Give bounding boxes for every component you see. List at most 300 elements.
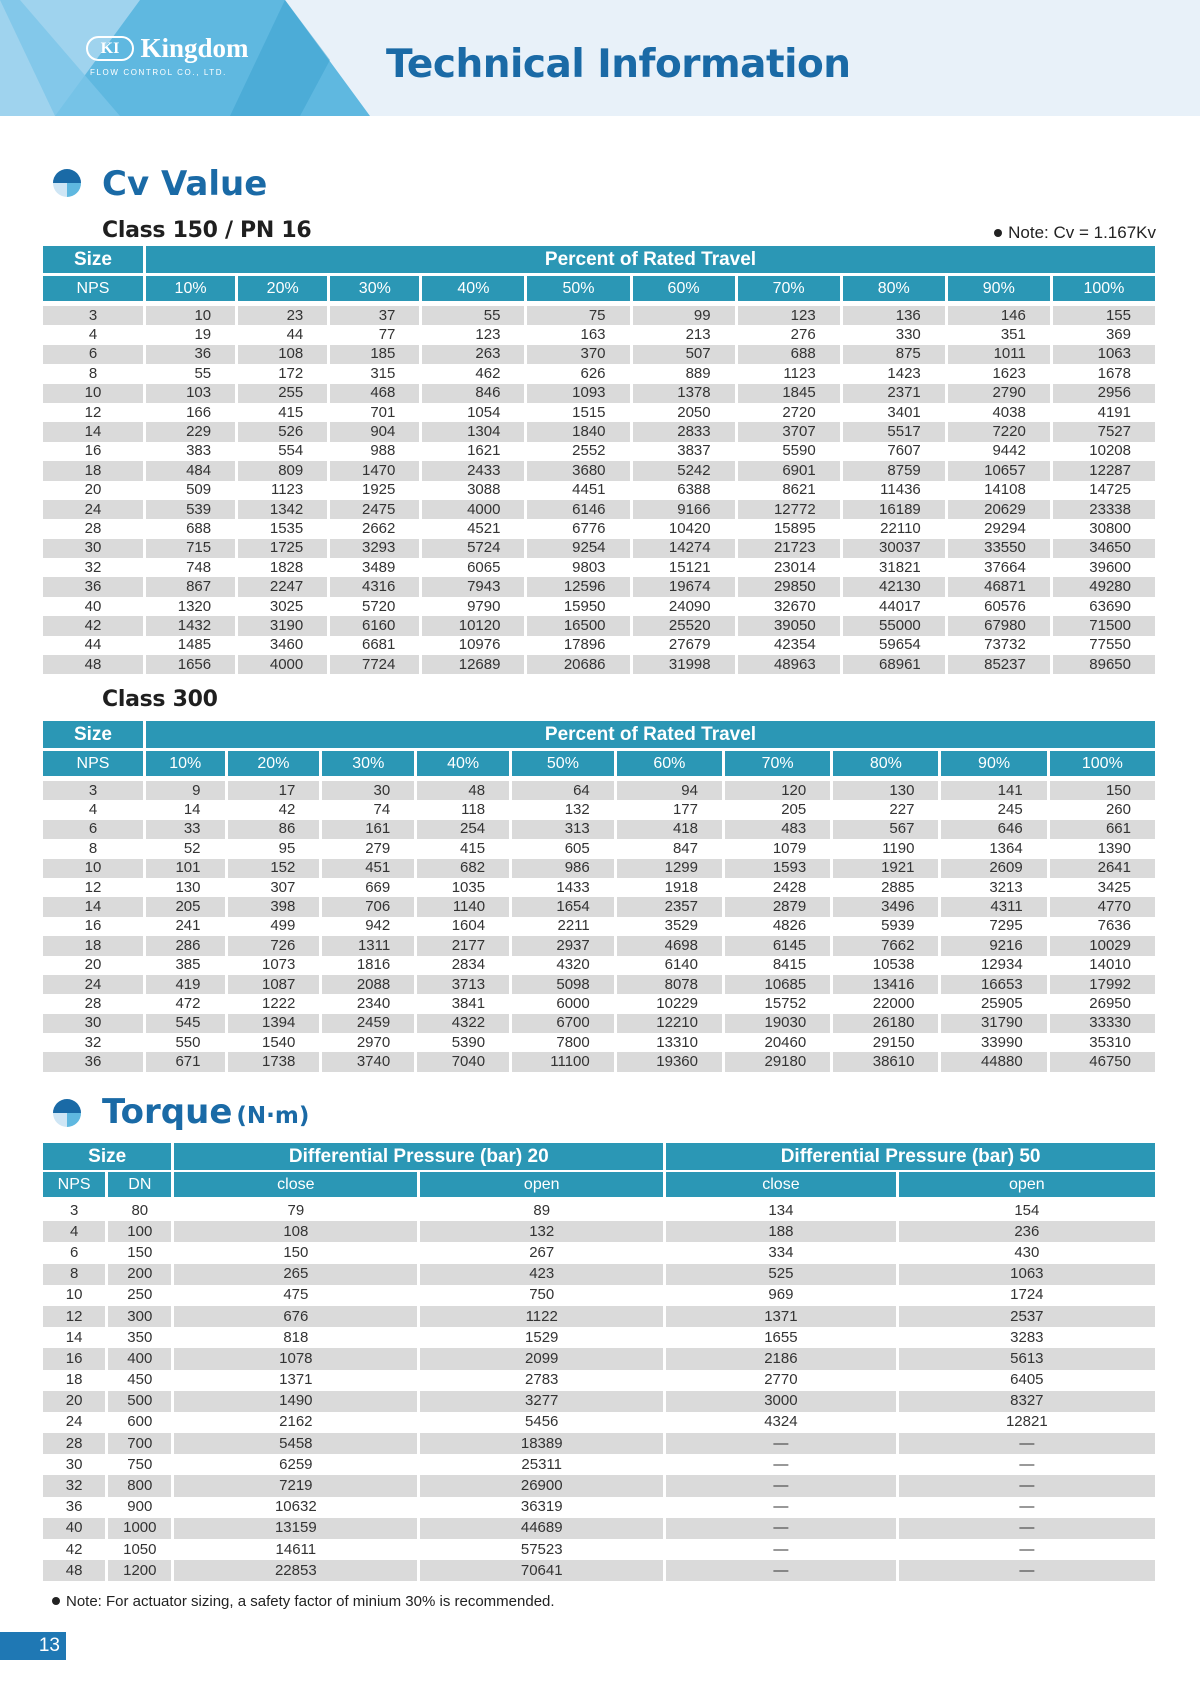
torque-cell: 134 bbox=[768, 1201, 794, 1219]
torque-cell: 22853 bbox=[174, 1560, 417, 1581]
cv-cell: 1840 bbox=[527, 422, 629, 441]
nps-cell: 4 bbox=[88, 326, 98, 344]
cv-cell: 1342 bbox=[238, 500, 327, 519]
cv-cell: 706 bbox=[322, 897, 414, 916]
table-row bbox=[43, 500, 1155, 519]
cv-cell: 3841 bbox=[451, 994, 486, 1012]
cv-cell: 19030 bbox=[725, 1014, 830, 1033]
table-row bbox=[43, 1539, 1155, 1560]
table-row bbox=[43, 306, 1155, 325]
table-row bbox=[43, 403, 1155, 422]
cv-cell: 4770 bbox=[1050, 897, 1155, 916]
cv-cell: 64 bbox=[512, 781, 614, 800]
torque-cell: 5458 bbox=[174, 1433, 417, 1454]
cv-cell: 73732 bbox=[984, 636, 1026, 654]
table-row bbox=[43, 1518, 1155, 1539]
cv-cell: 9254 bbox=[527, 539, 629, 558]
cv-cell: 1535 bbox=[269, 519, 304, 537]
cv-cell: 3460 bbox=[269, 636, 304, 654]
cv-cell: 4000 bbox=[238, 655, 327, 674]
cv-class150-table bbox=[40, 246, 1158, 674]
cv-cell: 383 bbox=[186, 442, 212, 460]
bullet-icon bbox=[994, 229, 1002, 237]
cv-cell: 1515 bbox=[572, 403, 606, 421]
cv-note-text: Note: Cv = 1.167Kv bbox=[1008, 223, 1156, 242]
cv-cell: 4191 bbox=[1097, 403, 1131, 421]
torque-cell: 2162 bbox=[279, 1413, 313, 1431]
nps-cell: 20 bbox=[84, 956, 102, 974]
cv-cell: 330 bbox=[895, 326, 921, 344]
cv-cell: 36 bbox=[146, 345, 235, 364]
cv-cell: 123 bbox=[475, 326, 501, 344]
nps-cell: 16 bbox=[84, 917, 102, 935]
cv-cell: 136 bbox=[843, 306, 945, 325]
table-row bbox=[43, 1033, 1155, 1052]
cv-cell: 166 bbox=[186, 403, 212, 421]
cv-cell: 3190 bbox=[238, 616, 327, 635]
nps-cell: 3 bbox=[43, 306, 143, 325]
cv-cell: 161 bbox=[322, 820, 414, 839]
cv-cell: 229 bbox=[146, 422, 235, 441]
nps-cell: 30 bbox=[43, 539, 143, 558]
percent-header: 20% bbox=[238, 276, 327, 306]
nps-cell: 14 bbox=[65, 1328, 83, 1346]
cv-cell: 12287 bbox=[1053, 461, 1155, 480]
torque-cell: 57523 bbox=[520, 1540, 563, 1558]
cv-cell: 2834 bbox=[451, 956, 486, 974]
cv-cell: 132 bbox=[564, 801, 590, 819]
cv-cell: 415 bbox=[460, 839, 486, 857]
torque-cell: 188 bbox=[666, 1221, 895, 1242]
cv-cell: 4451 bbox=[572, 481, 606, 499]
torque-cell: 2783 bbox=[525, 1371, 559, 1389]
cv-cell: 1190 bbox=[882, 839, 915, 857]
cv-cell: 37 bbox=[330, 306, 419, 325]
cv-cell: 99 bbox=[633, 306, 735, 325]
cv-cell: 2970 bbox=[356, 1033, 391, 1051]
cv-cell: 141 bbox=[941, 781, 1046, 800]
cv-cell: 5724 bbox=[422, 539, 524, 558]
torque-cell: — bbox=[1019, 1455, 1035, 1473]
torque-cell: — bbox=[899, 1518, 1155, 1539]
pie-circle-icon bbox=[52, 168, 82, 198]
cv-cell: 177 bbox=[672, 801, 698, 819]
table-row bbox=[43, 597, 1155, 616]
cv-cell: 101 bbox=[146, 859, 225, 878]
cv-cell: 484 bbox=[146, 461, 235, 480]
nps-header: NPS bbox=[43, 751, 143, 781]
cv-cell: 25905 bbox=[980, 994, 1023, 1012]
nps-cell: 14 bbox=[43, 897, 143, 916]
size-header: Size bbox=[43, 1143, 171, 1172]
cv-cell: 15950 bbox=[563, 597, 606, 615]
torque-cell: 475 bbox=[283, 1286, 309, 1304]
cv-cell: 1845 bbox=[738, 384, 840, 403]
cv-cell: 7295 bbox=[989, 917, 1023, 935]
torque-cell: 1529 bbox=[525, 1328, 559, 1346]
cv-cell: 1654 bbox=[512, 897, 614, 916]
cv-cell: 554 bbox=[278, 442, 304, 460]
cv-cell: 29850 bbox=[738, 577, 840, 596]
cv-cell: 313 bbox=[512, 820, 614, 839]
cv-cell: 1593 bbox=[725, 859, 830, 878]
nps-header: NPS bbox=[43, 276, 143, 306]
torque-cell: 750 bbox=[529, 1286, 555, 1304]
cv-cell: 279 bbox=[365, 839, 391, 857]
cv-cell: 44 bbox=[286, 326, 304, 344]
cv-cell: 22110 bbox=[880, 519, 921, 537]
cv-cell: 567 bbox=[833, 820, 938, 839]
cv-cell: 55000 bbox=[843, 616, 945, 635]
cv-cell: 451 bbox=[322, 859, 414, 878]
cv-cell: 6145 bbox=[725, 936, 830, 955]
cv-cell: 1540 bbox=[261, 1033, 296, 1051]
torque-cell: 154 bbox=[1014, 1201, 1040, 1219]
cv-cell: 6776 bbox=[572, 519, 606, 537]
cv-cell: 4038 bbox=[992, 403, 1026, 421]
torque-subheader: open bbox=[899, 1172, 1155, 1200]
cv-cell: 1364 bbox=[989, 839, 1023, 857]
cv-cell: 2211 bbox=[557, 917, 590, 935]
dn-cell: 1050 bbox=[123, 1540, 157, 1558]
cv-cell: 85237 bbox=[948, 655, 1050, 674]
cv-cell: 30037 bbox=[843, 539, 945, 558]
torque-cell: 430 bbox=[1014, 1243, 1040, 1261]
percent-header: 90% bbox=[941, 751, 1046, 781]
torque-cell: 2537 bbox=[899, 1306, 1155, 1327]
cv-cell: 688 bbox=[186, 519, 212, 537]
table-row bbox=[43, 1475, 1155, 1496]
cv-cell: 7636 bbox=[1097, 917, 1131, 935]
torque-note-text: Note: For actuator sizing, a safety factor of minium 30% is recommended. bbox=[66, 1593, 555, 1610]
cv-cell: 25520 bbox=[633, 616, 735, 635]
cv-cell: 418 bbox=[617, 820, 722, 839]
nps-cell: 24 bbox=[65, 1413, 83, 1431]
table-row bbox=[43, 577, 1155, 596]
cv-cell: 809 bbox=[238, 461, 327, 480]
table-row bbox=[43, 616, 1155, 635]
cv-cell: 1433 bbox=[556, 878, 590, 896]
torque-cell: — bbox=[1019, 1498, 1035, 1516]
cv-cell: 68961 bbox=[843, 655, 945, 674]
torque-cell: 265 bbox=[174, 1264, 417, 1285]
cv-cell: 3213 bbox=[989, 878, 1023, 896]
dn-cell: 1200 bbox=[108, 1560, 171, 1581]
percent-header: 90% bbox=[948, 276, 1050, 306]
cv-cell: 398 bbox=[228, 897, 320, 916]
cv-cell: 1678 bbox=[1097, 364, 1131, 382]
nps-cell: 16 bbox=[84, 442, 102, 460]
cv-cell: 254 bbox=[417, 820, 509, 839]
table-row bbox=[43, 1327, 1155, 1348]
table-row bbox=[43, 1497, 1155, 1518]
cv-cell: 419 bbox=[146, 975, 225, 994]
cv-cell: 13310 bbox=[656, 1033, 698, 1051]
percent-header: 70% bbox=[738, 276, 840, 306]
torque-cell: 1371 bbox=[279, 1371, 313, 1389]
cv-cell: 14725 bbox=[1089, 481, 1131, 499]
torque-cell: 3277 bbox=[420, 1391, 663, 1412]
cv-cell: 118 bbox=[461, 801, 486, 819]
torque-section-title bbox=[102, 1092, 309, 1136]
cv-cell: 315 bbox=[370, 364, 396, 382]
cv-cell: 255 bbox=[238, 384, 327, 403]
cv-cell: 12596 bbox=[527, 577, 629, 596]
torque-cell: 7219 bbox=[174, 1475, 417, 1496]
torque-cell: 1122 bbox=[420, 1306, 663, 1327]
cv-cell: 38610 bbox=[833, 1052, 938, 1071]
cv-cell: 4521 bbox=[467, 519, 501, 537]
table-row bbox=[43, 442, 1155, 461]
nps-cell: 10 bbox=[43, 859, 143, 878]
cv-cell: 42 bbox=[278, 801, 296, 819]
cv-cell: 276 bbox=[790, 326, 816, 344]
cv-cell: 33330 bbox=[1050, 1014, 1155, 1033]
torque-subheader: close bbox=[174, 1172, 417, 1200]
torque-cell: 5613 bbox=[899, 1348, 1155, 1369]
torque-cell: — bbox=[773, 1498, 789, 1516]
cv-cell: 20629 bbox=[948, 500, 1050, 519]
dn-cell: 250 bbox=[127, 1286, 153, 1304]
cv-cell: 12210 bbox=[617, 1014, 722, 1033]
cv-cell: 10538 bbox=[872, 956, 915, 974]
cv-cell: 33 bbox=[146, 820, 225, 839]
table-row bbox=[43, 1560, 1155, 1581]
cv-cell: 1378 bbox=[633, 384, 735, 403]
cv-cell: 6700 bbox=[512, 1014, 614, 1033]
percent-header: 80% bbox=[843, 276, 945, 306]
nps-cell: 42 bbox=[43, 616, 143, 635]
cv-cell: 31790 bbox=[941, 1014, 1046, 1033]
table-row bbox=[43, 558, 1155, 577]
torque-cell: 79 bbox=[287, 1201, 305, 1219]
nps-cell: 12 bbox=[84, 403, 102, 421]
page-number: 13 bbox=[0, 1632, 66, 1660]
torque-cell: 8327 bbox=[899, 1391, 1155, 1412]
cv-cell: 5242 bbox=[633, 461, 735, 480]
cv-cell: 1621 bbox=[467, 442, 501, 460]
table-row bbox=[43, 1242, 1155, 1263]
cv-cell: 44880 bbox=[941, 1052, 1046, 1071]
cv-cell: 31998 bbox=[633, 655, 735, 674]
cv-cell: 3837 bbox=[677, 442, 711, 460]
torque-cell: 969 bbox=[768, 1286, 794, 1304]
cv-cell: 2475 bbox=[330, 500, 419, 519]
cv-cell: 2885 bbox=[881, 878, 915, 896]
cv-cell: 263 bbox=[422, 345, 524, 364]
cv-cell: 1623 bbox=[992, 364, 1026, 382]
cv-cell: 12772 bbox=[738, 500, 840, 519]
torque-cell: 89 bbox=[533, 1201, 551, 1219]
nps-cell: 16 bbox=[43, 1348, 105, 1369]
cv-cell: 24090 bbox=[668, 597, 711, 615]
cv-cell: 351 bbox=[1000, 326, 1026, 344]
percent-header: 30% bbox=[330, 276, 419, 306]
cv-cell: 462 bbox=[475, 364, 501, 382]
cv-cell: 3680 bbox=[527, 461, 629, 480]
cv-cell: 77 bbox=[378, 326, 396, 344]
percent-header: 50% bbox=[512, 751, 614, 781]
cv-cell: 9216 bbox=[941, 936, 1046, 955]
cv-cell: 10 bbox=[146, 306, 235, 325]
cv-cell: 550 bbox=[175, 1033, 201, 1051]
company-logo bbox=[86, 34, 248, 62]
torque-cell: 236 bbox=[899, 1221, 1155, 1242]
cv-cell: 847 bbox=[672, 839, 698, 857]
nps-cell: 6 bbox=[43, 345, 143, 364]
cv-cell: 2662 bbox=[362, 519, 396, 537]
cv-cell: 6000 bbox=[556, 994, 590, 1012]
dn-cell: 200 bbox=[108, 1264, 171, 1285]
cv-cell: 52 bbox=[183, 839, 201, 857]
cv-cell: 33550 bbox=[948, 539, 1050, 558]
torque-cell: 676 bbox=[174, 1306, 417, 1327]
class300-title: Class 300 bbox=[102, 687, 218, 712]
cv-cell: 37664 bbox=[984, 558, 1026, 576]
cv-cell: 1054 bbox=[467, 403, 501, 421]
dp20-header: Differential Pressure (bar) 20 bbox=[174, 1143, 663, 1172]
cv-cell: 9166 bbox=[633, 500, 735, 519]
table-row bbox=[43, 1306, 1155, 1327]
percent-header: 100% bbox=[1053, 276, 1155, 306]
table-row bbox=[43, 364, 1155, 383]
cv-cell: 29150 bbox=[872, 1033, 915, 1051]
cv-cell: 103 bbox=[146, 384, 235, 403]
cv-cell: 13416 bbox=[833, 975, 938, 994]
torque-cell: 132 bbox=[420, 1221, 663, 1242]
table-row bbox=[43, 917, 1155, 936]
cv-cell: 19674 bbox=[633, 577, 735, 596]
table-row bbox=[43, 994, 1155, 1013]
cv-cell: 74 bbox=[373, 801, 391, 819]
dn-cell: 900 bbox=[127, 1498, 153, 1516]
cv-cell: 4320 bbox=[556, 956, 590, 974]
cv-cell: 1222 bbox=[261, 994, 296, 1012]
nps-cell: 3 bbox=[69, 1201, 79, 1219]
cv-cell: 1063 bbox=[1053, 345, 1155, 364]
cv-cell: 1918 bbox=[664, 878, 698, 896]
cv-cell: 49280 bbox=[1053, 577, 1155, 596]
cv-cell: 1604 bbox=[451, 917, 486, 935]
nps-cell: 12 bbox=[43, 1306, 105, 1327]
cv-cell: 16500 bbox=[527, 616, 629, 635]
cv-cell: 509 bbox=[186, 481, 212, 499]
cv-cell: 1123 bbox=[783, 364, 816, 382]
cv-cell: 1921 bbox=[833, 859, 938, 878]
nps-cell: 42 bbox=[65, 1540, 83, 1558]
cv-cell: 6388 bbox=[677, 481, 711, 499]
cv-cell: 2790 bbox=[948, 384, 1050, 403]
cv-cell: 3293 bbox=[330, 539, 419, 558]
cv-cell: 8759 bbox=[843, 461, 945, 480]
torque-cell: 70641 bbox=[420, 1560, 663, 1581]
torque-cell: 10632 bbox=[274, 1498, 317, 1516]
table-row bbox=[43, 422, 1155, 441]
cv-cell: 75 bbox=[527, 306, 629, 325]
cv-cell: 34650 bbox=[1053, 539, 1155, 558]
cv-section-title: Cv Value bbox=[102, 164, 268, 204]
cv-cell: 526 bbox=[238, 422, 327, 441]
cv-cell: 5390 bbox=[451, 1033, 486, 1051]
percent-header: 70% bbox=[725, 751, 830, 781]
torque-cell: — bbox=[1019, 1540, 1035, 1558]
cv-cell: 2641 bbox=[1050, 859, 1155, 878]
nps-cell: 4 bbox=[88, 801, 98, 819]
nps-cell: 8 bbox=[88, 364, 98, 382]
cv-cell: 889 bbox=[685, 364, 711, 382]
torque-cell: 108 bbox=[174, 1221, 417, 1242]
cv-cell: 2956 bbox=[1053, 384, 1155, 403]
percent-header: 60% bbox=[633, 276, 735, 306]
cv-cell: 31821 bbox=[879, 558, 921, 576]
cv-cell: 468 bbox=[330, 384, 419, 403]
cv-cell: 2433 bbox=[422, 461, 524, 480]
nps-cell: 12 bbox=[84, 878, 102, 896]
torque-cell: 1655 bbox=[764, 1328, 798, 1346]
torque-subheader: open bbox=[420, 1172, 663, 1200]
cv-cell: 163 bbox=[580, 326, 606, 344]
torque-cell: — bbox=[666, 1433, 895, 1454]
cv-cell: 30 bbox=[322, 781, 414, 800]
table-row bbox=[43, 655, 1155, 674]
cv-cell: 1140 bbox=[417, 897, 509, 916]
torque-cell: 5456 bbox=[525, 1413, 559, 1431]
nps-cell: 48 bbox=[43, 1560, 105, 1581]
table-row bbox=[43, 519, 1155, 538]
nps-cell: 28 bbox=[43, 1433, 105, 1454]
cv-cell: 1390 bbox=[1097, 839, 1131, 857]
cv-cell: 867 bbox=[146, 577, 235, 596]
cv-cell: 6901 bbox=[738, 461, 840, 480]
table-row bbox=[43, 936, 1155, 955]
percent-header: 40% bbox=[422, 276, 524, 306]
cv-cell: 8078 bbox=[617, 975, 722, 994]
torque-cell: 423 bbox=[420, 1264, 663, 1285]
cv-cell: 1304 bbox=[422, 422, 524, 441]
cv-cell: 4000 bbox=[422, 500, 524, 519]
cv-cell: 46750 bbox=[1050, 1052, 1155, 1071]
cv-cell: 123 bbox=[738, 306, 840, 325]
cv-cell: 42354 bbox=[773, 636, 816, 654]
cv-cell: 2937 bbox=[512, 936, 614, 955]
cv-cell: 35310 bbox=[1089, 1033, 1131, 1051]
cv-cell: 185 bbox=[330, 345, 419, 364]
cv-cell: 10976 bbox=[458, 636, 501, 654]
cv-cell: 146 bbox=[948, 306, 1050, 325]
bullet-icon bbox=[52, 1597, 60, 1605]
cv-cell: 7800 bbox=[556, 1033, 590, 1051]
cv-cell: 499 bbox=[270, 917, 296, 935]
cv-cell: 6140 bbox=[664, 956, 698, 974]
percent-header: 100% bbox=[1050, 751, 1155, 781]
cv-cell: 30800 bbox=[1089, 519, 1131, 537]
table-row bbox=[43, 1433, 1155, 1454]
cv-cell: 89650 bbox=[1053, 655, 1155, 674]
table-row bbox=[43, 539, 1155, 558]
cv-cell: 671 bbox=[146, 1052, 225, 1071]
cv-cell: 1311 bbox=[322, 936, 414, 955]
cv-cell: 17896 bbox=[563, 636, 606, 654]
table-row bbox=[43, 781, 1155, 800]
table-row bbox=[43, 1412, 1155, 1433]
cv-cell: 1925 bbox=[362, 481, 396, 499]
cv-cell: 3740 bbox=[322, 1052, 414, 1071]
cv-cell: 1432 bbox=[146, 616, 235, 635]
cv-cell: 7724 bbox=[330, 655, 419, 674]
nps-cell: 40 bbox=[84, 597, 102, 615]
cv-cell: 95 bbox=[278, 839, 296, 857]
cv-cell: 10120 bbox=[422, 616, 524, 635]
